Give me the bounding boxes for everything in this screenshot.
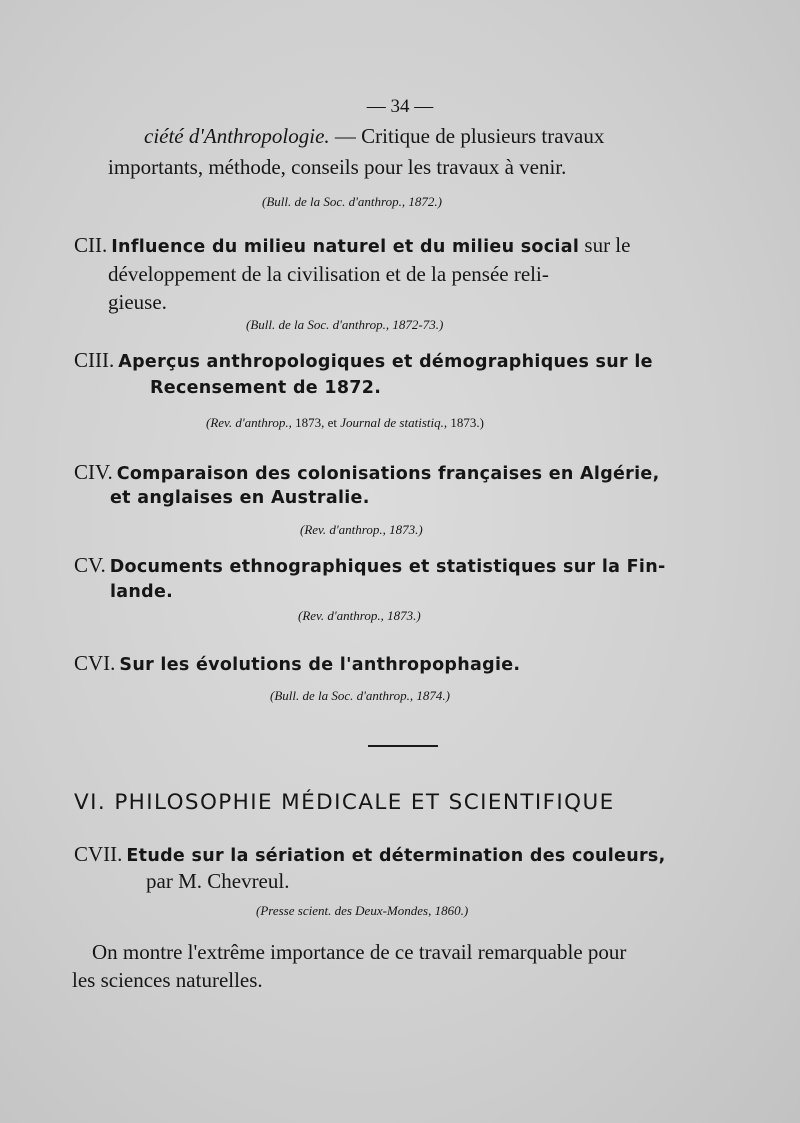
entry-cvii-title-line xyxy=(74,842,666,867)
entry-ciii-title-line xyxy=(74,348,653,373)
entry-cii-line-2: développement de la civilisation et de la pensée reli- xyxy=(108,262,549,286)
page-number: — 34 — xyxy=(366,96,434,117)
entry-cv-number: CV. xyxy=(74,553,106,577)
entry-cii-title-rest: sur le xyxy=(579,233,631,257)
entry-cii-title: Influence du milieu naturel et du milieu social xyxy=(111,237,580,257)
intro-society-name: ciété d'Anthropologie. xyxy=(144,124,330,148)
entry-ciii-ref-journal-2: Journal de statistiq., xyxy=(340,415,448,430)
entry-cii-number: CII. xyxy=(74,233,108,257)
entry-ciii-ref-mid: 1873, et xyxy=(291,415,341,430)
closing-line-1: On montre l'extrême importance de ce travail remarquable pour xyxy=(92,940,627,964)
entry-cii-title-line xyxy=(74,233,630,258)
entry-cii-reference: (Bull. de la Soc. d'anthrop., 1872-73.) xyxy=(246,317,444,332)
entry-cv-reference: (Rev. d'anthrop., 1873.) xyxy=(298,608,421,623)
entry-cvii-number: CVII. xyxy=(74,842,123,866)
entry-civ-title-2: et anglaises en Australie. xyxy=(110,488,370,508)
closing-line-2: les sciences naturelles. xyxy=(72,968,263,992)
intro-reference: (Bull. de la Soc. d'anthrop., 1872.) xyxy=(262,194,442,209)
entry-cvi-title-1: Sur les évolutions de l'anthropophagie. xyxy=(119,655,521,675)
intro-line-1-rest: — Critique de plusieurs travaux xyxy=(329,124,605,148)
entry-civ-number: CIV. xyxy=(74,460,113,484)
entry-cvii-title-1: Etude sur la sériation et détermination des couleurs, xyxy=(126,846,666,866)
entry-ciii-reference xyxy=(206,415,484,431)
entry-cv-title-1: Documents ethnographiques et statistiques sur la Fin- xyxy=(109,557,666,577)
intro-line-2: importants, méthode, conseils pour les travaux à venir. xyxy=(108,155,567,179)
section-heading: VI. PHILOSOPHIE MÉDICALE ET SCIENTIFIQUE xyxy=(74,790,615,815)
entry-cvi-number: CVI. xyxy=(74,651,116,675)
entry-ciii-ref-journal-1: (Rev. d'anthrop., xyxy=(206,415,292,430)
entry-ciii-title-2: Recensement de 1872. xyxy=(150,378,382,398)
entry-ciii-ref-end: 1873.) xyxy=(447,415,484,430)
entry-civ-title-1: Comparaison des colonisations françaises en Algérie, xyxy=(116,464,660,484)
entry-cv-title-line xyxy=(74,553,666,578)
entry-civ-title-line xyxy=(74,460,660,485)
entry-ciii-number: CIII. xyxy=(74,348,115,372)
entry-cv-title-2: lande. xyxy=(110,582,174,602)
entry-civ-reference: (Rev. d'anthrop., 1873.) xyxy=(300,522,423,537)
entry-ciii-title-1: Aperçus anthropologiques et démographiques sur le xyxy=(118,352,653,372)
entry-cvii-reference: (Presse scient. des Deux-Mondes, 1860.) xyxy=(256,903,469,918)
entry-cii-line-3: gieuse. xyxy=(108,290,167,314)
entry-cvi-reference: (Bull. de la Soc. d'anthrop., 1874.) xyxy=(270,688,450,703)
section-divider xyxy=(368,745,438,747)
entry-cvii-title-2: par M. Chevreul. xyxy=(146,869,290,893)
intro-line-1 xyxy=(144,124,604,149)
entry-cvi-title-line xyxy=(74,651,520,676)
